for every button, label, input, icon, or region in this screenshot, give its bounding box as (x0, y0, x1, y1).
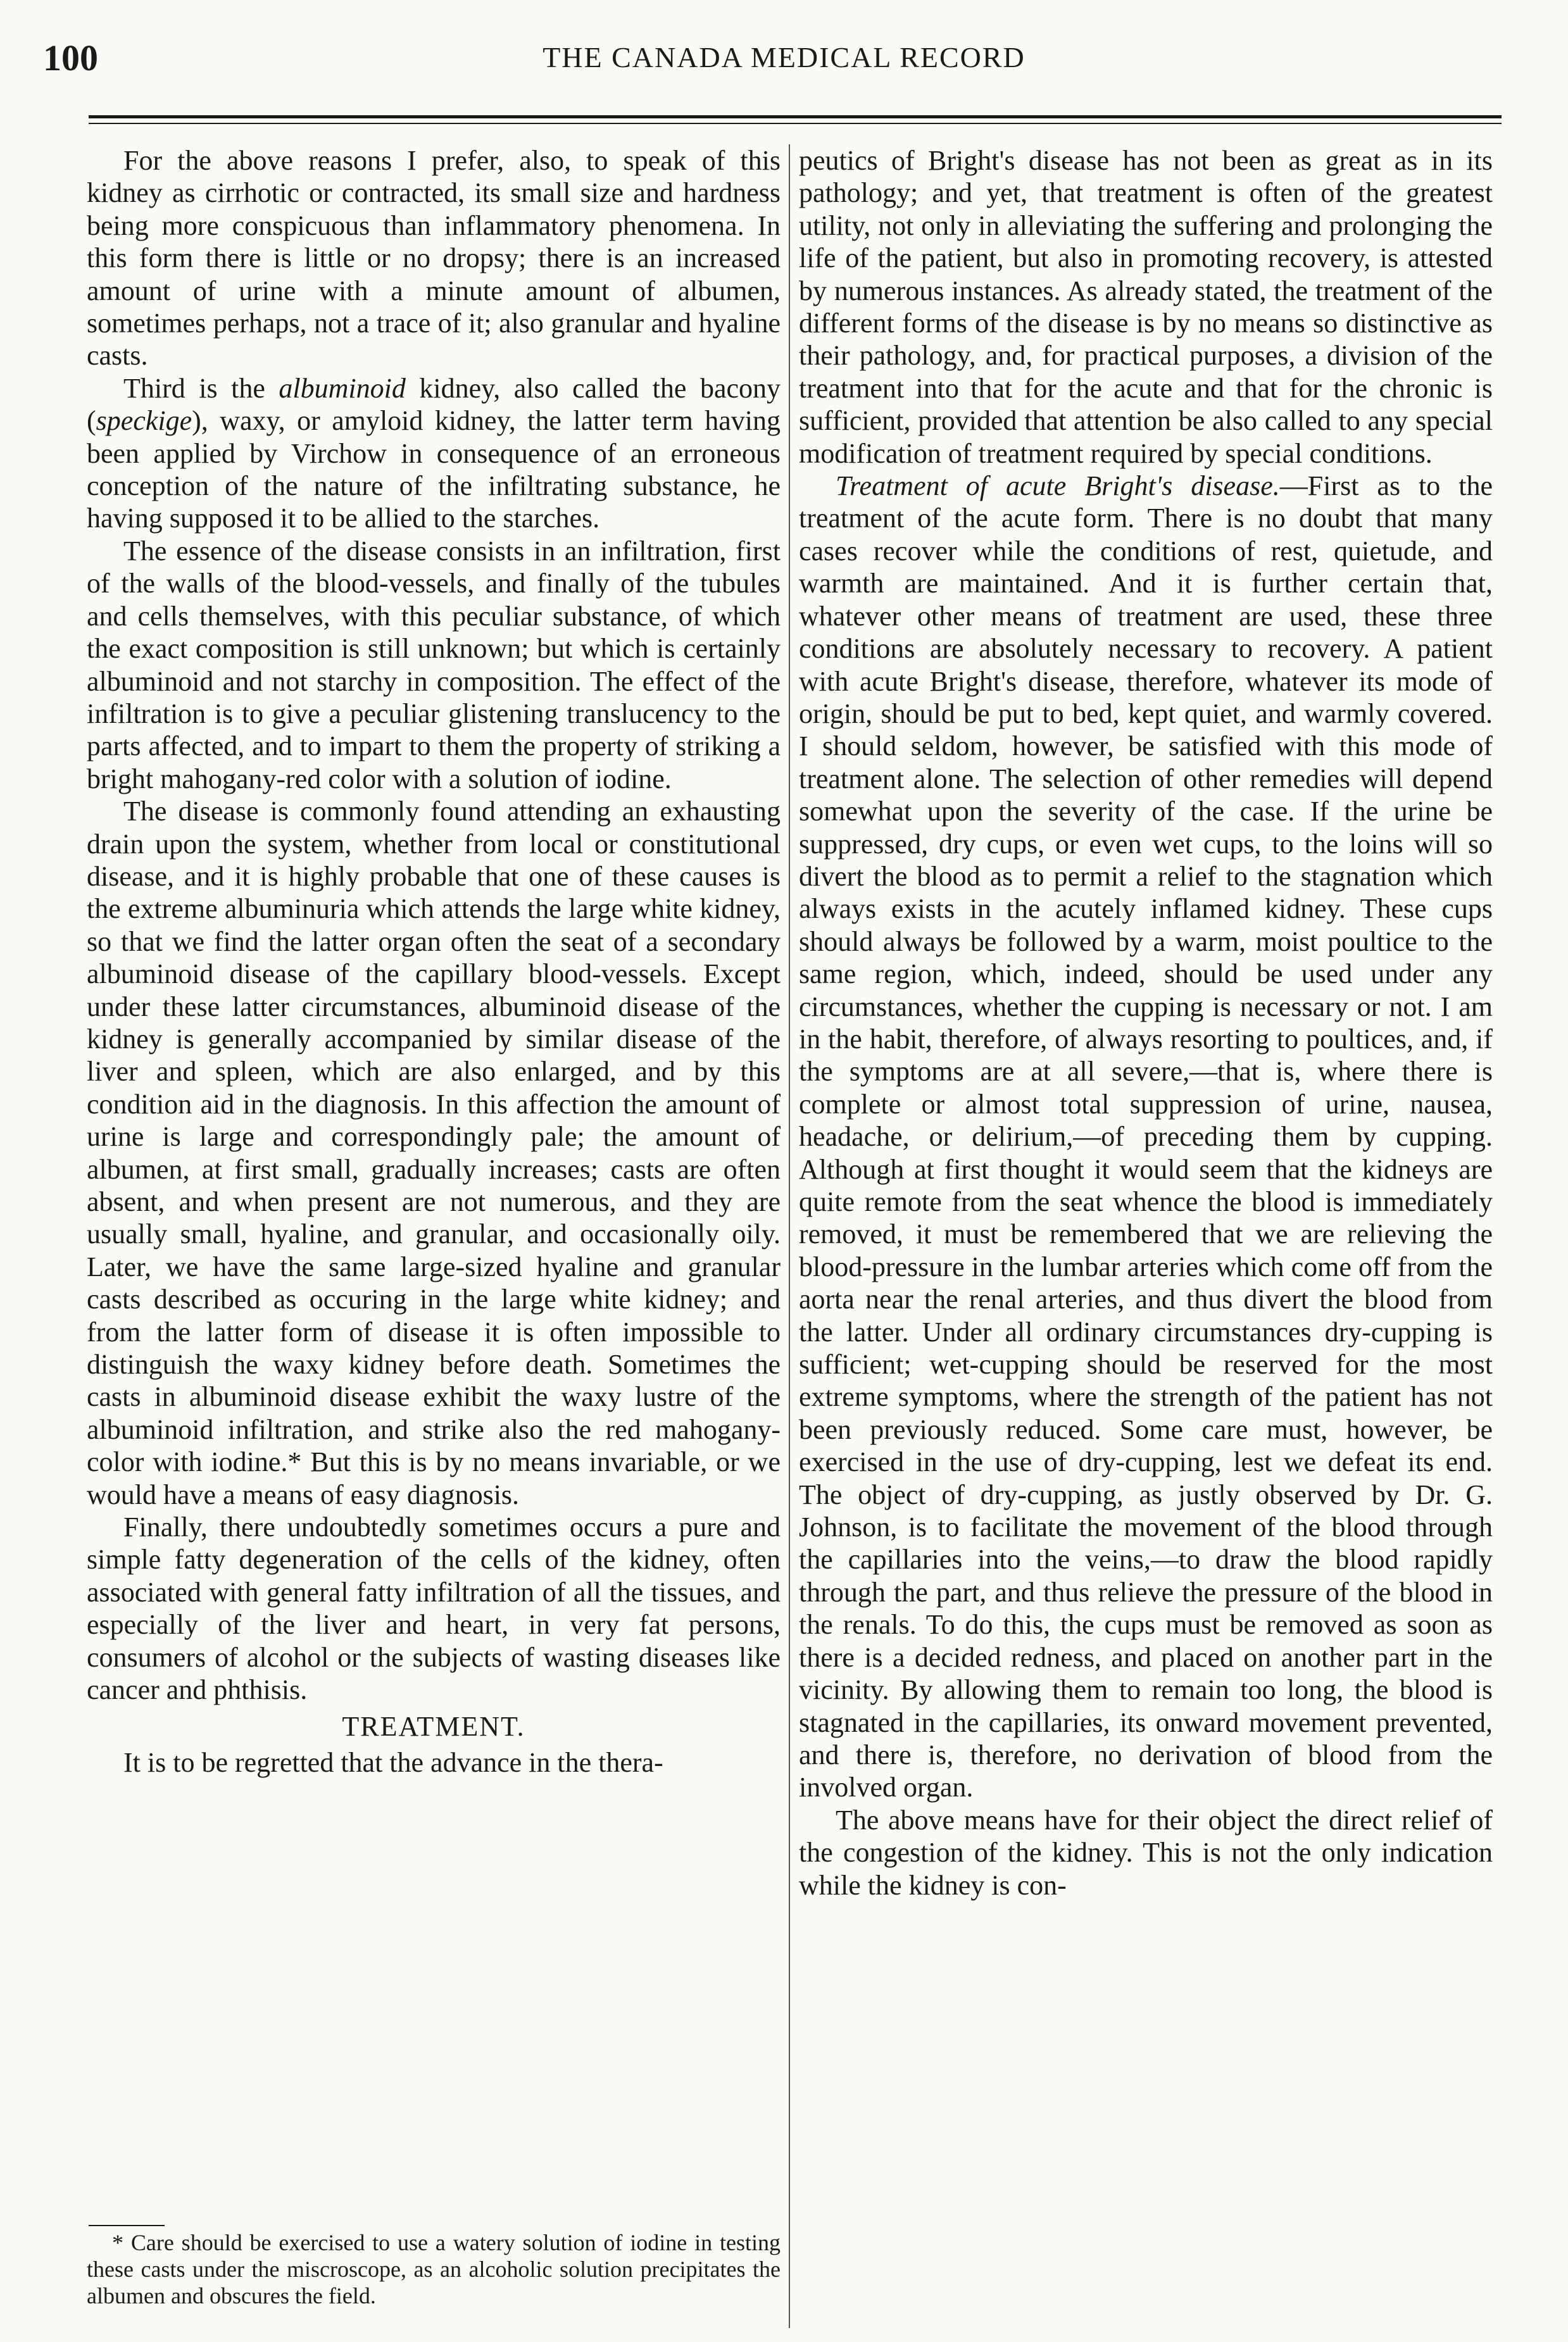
section-heading: TREATMENT. (342, 1710, 525, 1742)
text-run: Third is the (123, 372, 279, 404)
paragraph: peutics of Bright's disease has not been as great as in its pathology; and yet, that treatment is often of the greatest utility, not only in alleviating the suffering and prolonging the life of the patient, but also in promoting recovery, is attested by numerous instances. As already stated, the treatment of the different forms of the disease is by no means so distinctive as their pathology, and, for practical purposes, a division of the treatment into that for the acute and that for the chronic is sufficient, provided that attention be also called to any special modification of treatment required by special conditions. (799, 145, 1493, 469)
paragraph (87, 372, 781, 535)
left-column (87, 144, 781, 2220)
footnote (87, 2229, 781, 2309)
paragraph: The disease is commonly found attending an exhausting drain upon the system, whether from local or constitutional disease, and it is highly probable that one of these causes is the extreme albuminuria which attends the large white kidney, so that we find the latter organ often the seat of a secondary albuminoid disease of the capillary blood-vessels. Except under these latter circumstances, albuminoid disease of the kidney is generally accompanied by similar disease of the liver and spleen, which are also enlarged, and by this condition aid in the diagnosis. In this affection the amount of urine is large and correspondingly pale; the amount of albumen, at first small, gradually increases; casts are often absent, and when present are not numerous, and they are usually small, hyaline, and granular, and occasionally oily. Later, we have the same large-sized hyaline and granular casts described as occuring in the large white kidney; and from the latter form of disease it is often impossible to distinguish the waxy kidney before death. Sometimes the casts in albuminoid disease exhibit the waxy lustre of the albuminoid infiltration, and strike also the red mahogany-color with iodine.* But this is by no means invariable, or we would have a means of easy diagnosis. (87, 796, 781, 1510)
header-rule-thin (89, 123, 1502, 124)
journal-title: THE CANADA MEDICAL RECORD (543, 41, 1025, 73)
header-rule-thick (89, 115, 1502, 118)
column-divider (789, 144, 790, 2328)
italic-term: albuminoid (279, 372, 406, 404)
page-number: 100 (43, 37, 98, 78)
paragraph: The essence of the disease consists in an infiltration, first of the walls of the blood-vessels, and finally of the tubules and cells themselves, with this peculiar substance, of which the exact composition is still unknown; but which is certainly albuminoid and not starchy in composition. The effect of the infiltration is to give a peculiar glistening translucency to the parts affected, and to impart to them the property of striking a bright mahogany-red color with a solution of iodine. (87, 535, 781, 794)
paragraph: For the above reasons I prefer, also, to speak of this kidney as cirrhotic or contracted, its small size and hardness being more conspicuous than inflammatory phenomena. In this form there is little or no dropsy; there is an increased amount of urine with a minute amount of albumen, sometimes perhaps, not a trace of it; also granular and hyaline casts. (87, 145, 781, 372)
paragraph: Finally, there undoubtedly sometimes occurs a pure and simple fatty degeneration of the cells of the kidney, often associated with general fatty infiltration of all the tissues, and especially of the liver and heart, in very fat persons, consumers of alcohol or the subjects of wasting diseases like cancer and phthisis. (87, 1512, 781, 1706)
text-run: ), waxy, or amyloid kidney, the latter term having been applied by Virchow in consequence of an erroneous conception of the nature of the infiltrating substance, he having supposed it to be allied to the starches. (87, 405, 781, 534)
text-run: kidney, also called the bacony ( (87, 372, 781, 437)
right-column (799, 144, 1493, 2328)
footnote-rule (89, 2225, 165, 2226)
paragraph: The above means have for their object the direct relief of the congestion of the kidney. This is not the only indication while the kidney is con- (799, 1804, 1493, 1901)
paragraph: It is to be regretted that the advance in the thera- (123, 1746, 663, 1778)
italic-term: speckige (96, 405, 192, 437)
italic-heading: Treatment of acute Bright's disease. (836, 470, 1280, 502)
text-run: —First as to the treatment of the acute form. There is no doubt that many cases recover while the conditions of rest, quietude, and warmth are maintained. And it is further certain that, whatever other means of treatment are used, these three conditions are absolutely necessary to recovery. A patient with acute Bright's disease, therefore, whatever its mode of origin, should be put to bed, kept quiet, and warmly covered. I should seldom, however, be satisfied with this mode of treatment alone. The selection of other remedies will depend somewhat upon the severity of the case. If the urine be suppressed, dry cups, or even wet cups, to the loins will so divert the blood as to permit a relief to the stagnation which always exists in the acutely inflamed kidney. These cups should always be followed by a warm, moist poultice to the same region, which, indeed, should be used under any circumstances, whether the cupping is necessary or not. I am in the habit, therefore, of always resorting to poultices, and, if the symptoms are at all severe,—that is, where there is complete or almost total suppression of urine, nausea, headache, or delirium,—of preceding them by cupping. Although at first thought it would seem that the kidneys are quite remote from the seat whence the blood is immediately removed, it must be remembered that we are relieving the blood-pressure in the lumbar arteries which come off from the aorta near the renal arteries, and thus divert the blood from the latter. Under all ordinary circumstances dry-cupping is sufficient; wet-cupping should be reserved for the most extreme symptoms, where the strength of the patient has not been previously reduced. Some care must, however, be exercised in the use of dry-cupping, lest we defeat its end. The object of dry-cupping, as justly observed by Dr. G. Johnson, is to facilitate the movement of the blood through the capillaries into the veins,—to draw the blood rapidly through the part, and thus relieve the pressure of the blood in the renals. To do this, the cups must be removed as soon as there is a decided redness, and placed on another part in the vicinity. By allowing them to remain too long, the blood is stagnated in the capillaries, its onward movement prevented, and there is, therefore, no derivation of blood from the involved organ. (799, 470, 1493, 1803)
paragraph (799, 470, 1493, 1804)
footnote-text: * Care should be exercised to use a watery solution of iodine in testing these casts under the miscroscope, as an alcoholic solution precipitates the albumen and obscures the field. (87, 2230, 781, 2308)
